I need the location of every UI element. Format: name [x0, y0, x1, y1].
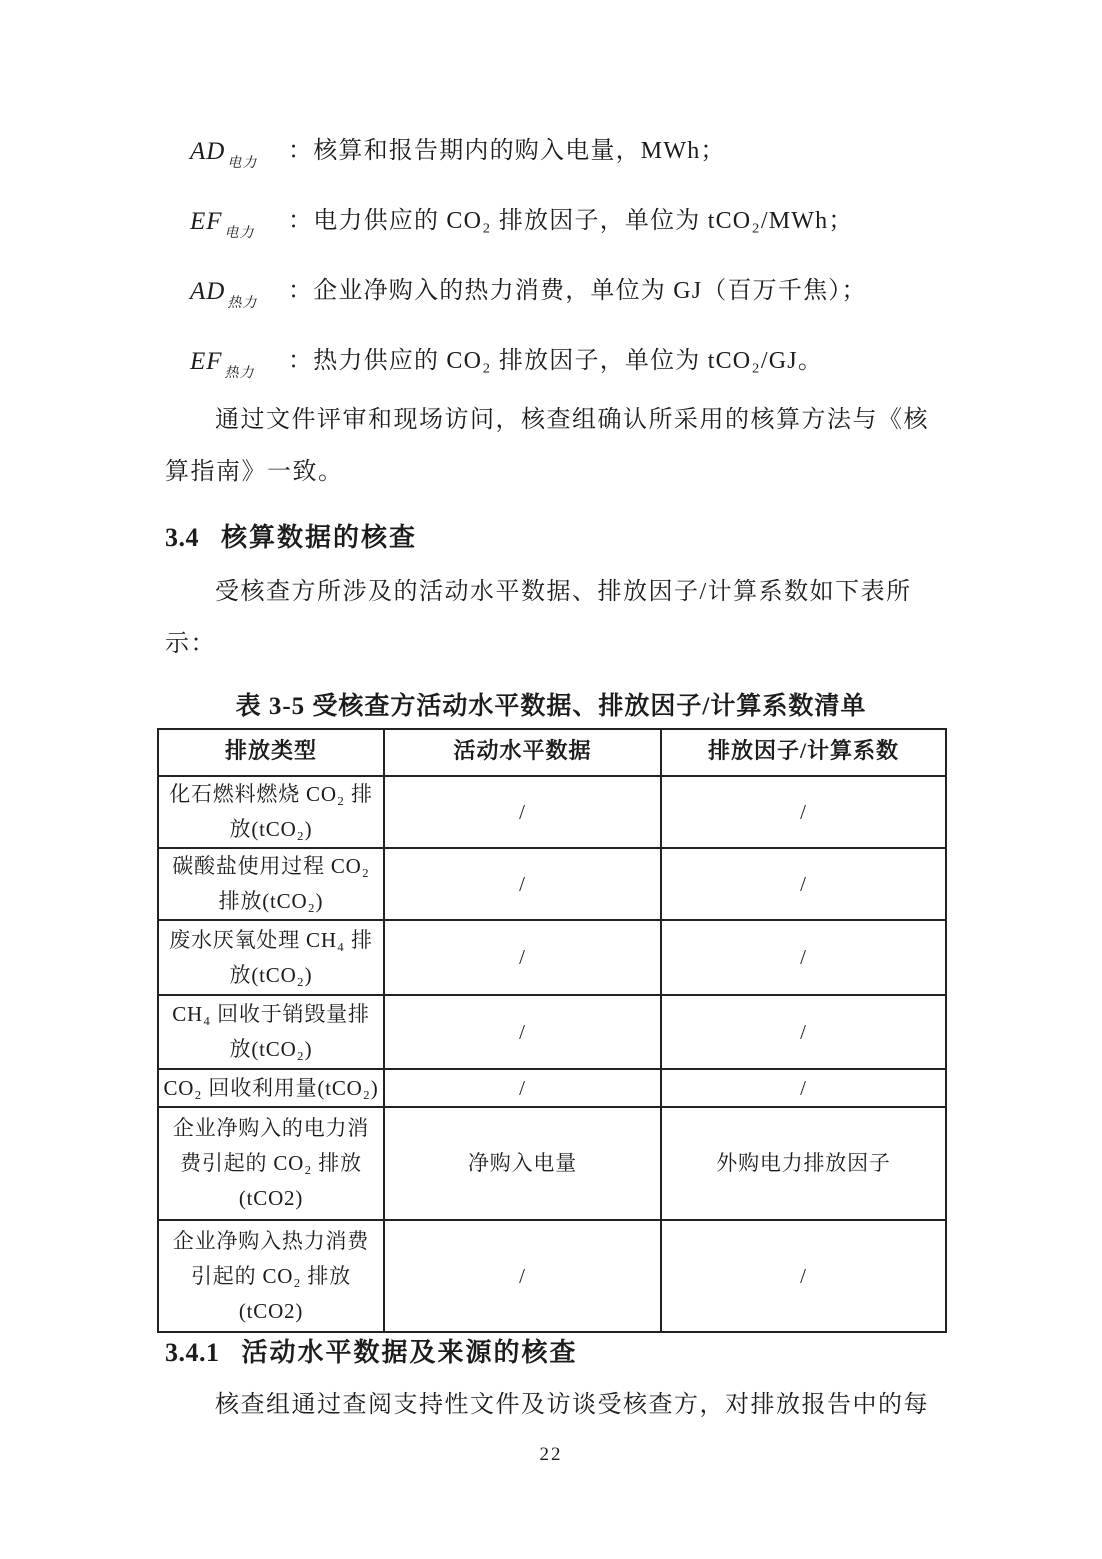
cell-emission-factor: /: [661, 1220, 946, 1332]
cell-line: 引起的 CO₂ 排放: [191, 1263, 351, 1288]
paragraph-line: 受核查方所涉及的活动水平数据、排放因子/计算系数如下表所: [215, 579, 912, 605]
variable-description: ：核算和报告期内的购入电量，MWh；: [288, 138, 726, 164]
emission-data-table: [157, 728, 947, 1333]
cell-activity-data: /: [384, 776, 661, 848]
cell-activity-data: 净购入电量: [384, 1107, 661, 1220]
cell-activity-data: /: [384, 1069, 661, 1107]
paragraph-line: 算指南》一致。: [165, 459, 344, 485]
cell-line: 废水厌氧处理 CH₄ 排: [169, 927, 373, 952]
cell-line: (tCO2): [238, 1298, 304, 1323]
section-heading-3-4: [165, 517, 417, 554]
variable-description: ：企业净购入的热力消费，单位为 GJ（百万千焦）；: [288, 278, 867, 304]
cell-line: 放(tCO₂): [229, 817, 313, 841]
cell-line: 企业净购入热力消费: [172, 1228, 370, 1253]
cell-emission-factor: /: [661, 848, 946, 920]
cell-activity-data: /: [384, 995, 661, 1069]
header-emission-factor: 排放因子/计算系数: [661, 729, 946, 776]
cell-activity-data: /: [384, 848, 661, 920]
cell-line: 碳酸盐使用过程 CO₂: [172, 854, 370, 878]
table-row: [158, 1220, 946, 1332]
cell-emission-type: [158, 848, 384, 920]
cell-line: 放(tCO₂): [229, 1037, 313, 1061]
cell-emission-factor: /: [661, 920, 946, 995]
variable-symbol: [190, 138, 258, 171]
table-row: [158, 920, 946, 995]
paragraph-line: 核查组通过查阅支持性文件及访谈受核查方，对排放报告中的每: [215, 1392, 929, 1418]
variable-symbol: [190, 348, 255, 381]
cell-line: 化石燃料燃烧 CO₂ 排: [169, 782, 373, 806]
section-title: 活动水平数据及来源的核查: [241, 1338, 578, 1367]
variable-base: AD: [190, 138, 226, 165]
cell-emission-factor: /: [661, 776, 946, 848]
table-caption: 表 3-5 受核查方活动水平数据、排放因子/计算系数清单: [235, 693, 867, 720]
table-row: [158, 776, 946, 848]
variable-symbol: [190, 208, 255, 241]
variable-subscript: 电力: [224, 226, 255, 241]
paragraph-table-intro: [165, 576, 965, 680]
variable-base: EF: [190, 208, 223, 235]
cell-emission-factor: /: [661, 1069, 946, 1107]
variable-description: ：热力供应的 CO₂ 排放因子，单位为 tCO₂/GJ。: [288, 348, 824, 374]
cell-line: 排放(tCO₂): [218, 889, 324, 913]
table-row: [158, 995, 946, 1069]
cell-emission-type: [158, 920, 384, 995]
section-number: 3.4: [165, 523, 199, 552]
cell-line: CH₄ 回收于销毁量排: [172, 1002, 370, 1026]
table-row: [158, 848, 946, 920]
cell-line: 企业净购入的电力消: [172, 1116, 370, 1140]
cell-line: (tCO2): [238, 1186, 304, 1210]
table-body: [158, 776, 946, 1332]
section-title: 核算数据的核查: [221, 523, 418, 552]
cell-emission-factor: 外购电力排放因子: [661, 1107, 946, 1220]
variable-subscript: 热力: [224, 366, 255, 381]
cell-activity-data: /: [384, 920, 661, 995]
cell-line: 放(tCO₂): [229, 962, 313, 987]
paragraph-methodology: [165, 404, 965, 508]
paragraph-line: 通过文件评审和现场访问，核查组确认所采用的核算方法与《核: [215, 407, 929, 433]
cell-emission-type: [158, 1220, 384, 1332]
paragraph-line: 示：: [165, 631, 216, 657]
variable-subscript: 电力: [227, 156, 258, 171]
table-header-row: [158, 729, 946, 776]
cell-emission-type: [158, 1069, 384, 1107]
table-row: [158, 1069, 946, 1107]
variable-base: EF: [190, 348, 223, 375]
section-number: 3.4.1: [165, 1338, 220, 1367]
variable-description: ：电力供应的 CO₂ 排放因子，单位为 tCO₂/MWh；: [288, 208, 854, 234]
table-header: [158, 729, 946, 776]
cell-line: CO₂ 回收利用量(tCO₂): [163, 1075, 379, 1100]
header-emission-type: 排放类型: [158, 729, 384, 776]
emission-data-table-wrap: [157, 728, 947, 1333]
cell-line: 费引起的 CO₂ 排放: [180, 1151, 362, 1175]
cell-emission-type: [158, 1107, 384, 1220]
cell-emission-type: [158, 776, 384, 848]
header-activity-data: 活动水平数据: [384, 729, 661, 776]
cell-emission-type: [158, 995, 384, 1069]
section-heading-3-4-1: [165, 1332, 578, 1369]
variable-subscript: 热力: [227, 296, 258, 311]
paragraph-activity-check: [165, 1389, 965, 1441]
table-row: [158, 1107, 946, 1220]
cell-emission-factor: /: [661, 995, 946, 1069]
variable-symbol: [190, 278, 258, 311]
cell-activity-data: /: [384, 1220, 661, 1332]
page-number: 22: [539, 1444, 563, 1465]
variable-base: AD: [190, 278, 226, 305]
